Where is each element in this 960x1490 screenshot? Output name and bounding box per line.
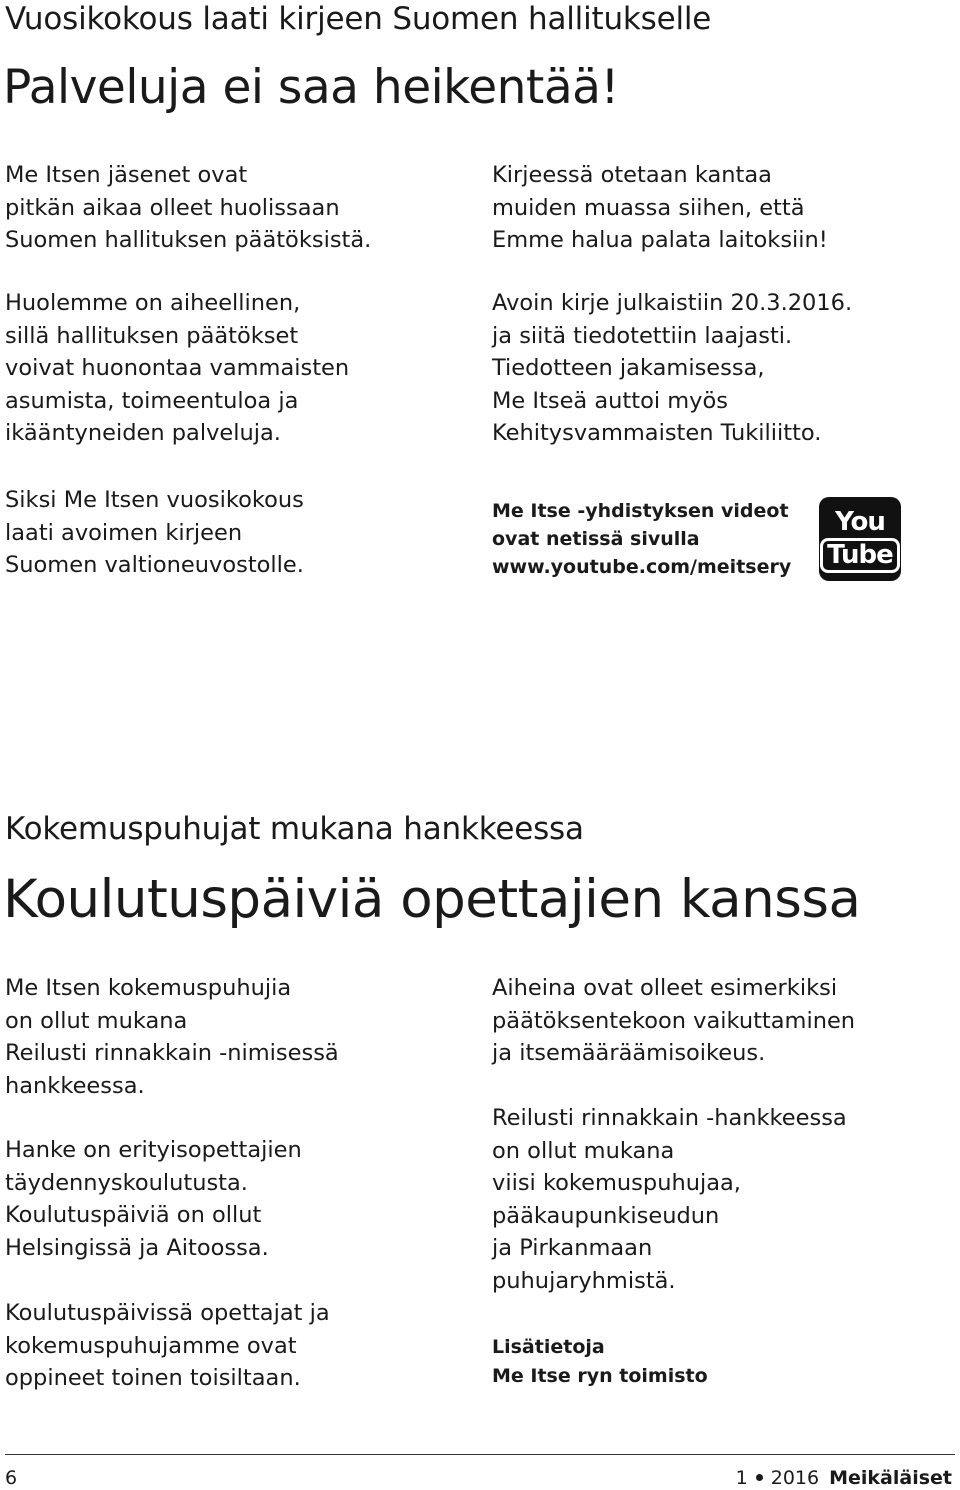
youtube-logo-icon — [819, 497, 901, 581]
article1-paragraph-5: Avoin kirje julkaistiin 20.3.2016. ja siitä tiedotettiin laajasti. Tiedotteen jakamisessa, Me Itseä auttoi myös Kehitysvammaisten Tukiliitto. — [492, 290, 853, 446]
footer-rule — [5, 1454, 955, 1455]
more-info-contact: Me Itse ryn toimisto — [492, 1365, 708, 1387]
article2-kicker: Kokemuspuhujat mukana hankkeessa — [5, 811, 584, 847]
article2-headline: Koulutuspäiviä opettajien kanssa — [3, 869, 861, 930]
article2-paragraph-1: Me Itsen kokemuspuhujia on ollut mukana Reilusti rinnakkain -nimisessä hankkeessa. — [5, 975, 339, 1099]
article2-paragraph-4: Aiheina ovat olleet esimerkiksi päätöksentekoon vaikuttaminen ja itsemääräämisoikeus. — [492, 975, 856, 1066]
more-info-label: Lisätietoja — [492, 1336, 605, 1358]
article1-paragraph-1: Me Itsen jäsenet ovat pitkän aikaa olleet huolissaan Suomen hallituksen päätöksistä. — [5, 162, 372, 253]
article1-kicker: Vuosikokous laati kirjeen Suomen hallitukselle — [5, 1, 712, 37]
article1-paragraph-2: Huolemme on aiheellinen, sillä hallituksen päätökset voivat huonontaa vammaisten asumista, toimeentuloa ja ikääntyneiden palveluja. — [5, 290, 350, 446]
article1-paragraph-3: Siksi Me Itsen vuosikokous laati avoimen kirjeen Suomen valtioneuvostolle. — [5, 487, 304, 578]
bullet-dot-icon — [756, 1474, 763, 1481]
youtube-logo-you-text: You — [835, 507, 885, 537]
article2-paragraph-2: Hanke on erityisopettajien täydennyskoulutusta. Koulutuspäiviä on ollut Helsingissä ja Aitoossa. — [5, 1137, 302, 1261]
magazine-name: Meikäläiset — [829, 1467, 952, 1489]
article2-paragraph-3: Koulutuspäivissä opettajat ja kokemuspuhujamme ovat oppineet toinen toisiltaan. — [5, 1300, 330, 1391]
article1-paragraph-4: Kirjeessä otetaan kantaa muiden muassa siihen, että Emme halua palata laitoksiin! — [492, 162, 828, 253]
video-note: Me Itse -yhdistyksen videot ovat netissä sivulla www.youtube.com/meitsery — [492, 500, 792, 578]
article2-paragraph-5: Reilusti rinnakkain -hankkeessa on ollut mukana viisi kokemuspuhujaa, pääkaupunkiseudun ja Pirkanmaan puhujaryhmistä. — [492, 1105, 847, 1294]
article1-headline: Palveluja ei saa heikentää! — [3, 60, 619, 115]
issue-number: 1 — [735, 1467, 748, 1489]
youtube-logo-tube-text: Tube — [820, 538, 900, 573]
page-number: 6 — [5, 1467, 18, 1489]
issue-year: 2016 — [770, 1467, 820, 1489]
footer-issue-info — [736, 1466, 952, 1490]
